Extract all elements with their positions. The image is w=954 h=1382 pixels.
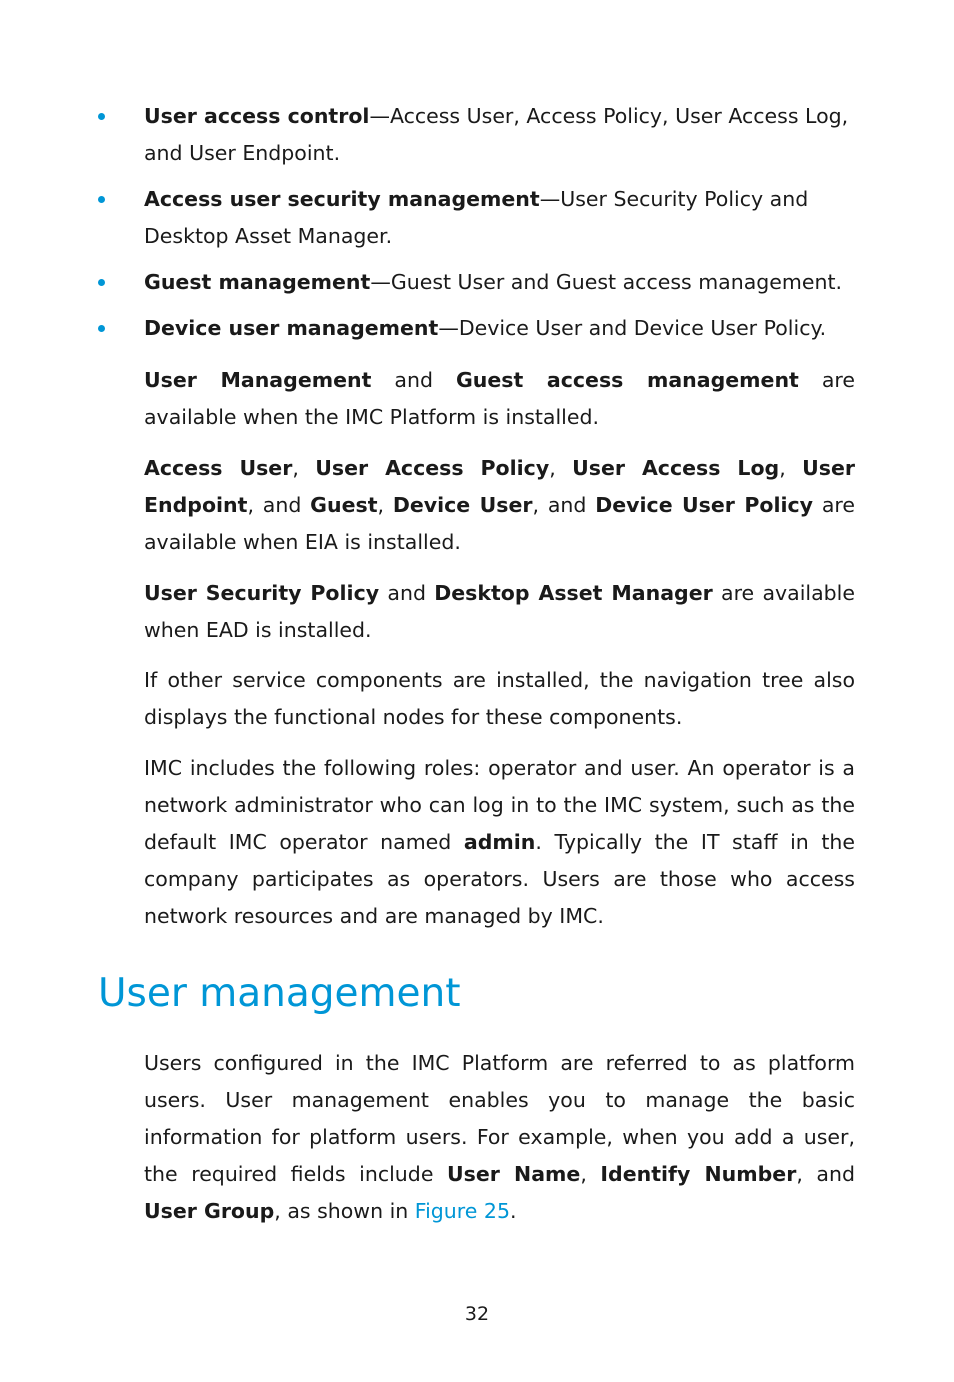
text-run: are available when EIA is installed. xyxy=(144,493,855,554)
text-run: If other service components are installed, the navigation tree also displays the functional nodes for these components. xyxy=(144,668,855,729)
bullet-dot-icon xyxy=(98,113,105,120)
text-run: , xyxy=(549,456,573,480)
term-user-access-log: User Access Log xyxy=(572,456,780,480)
text-run: , xyxy=(377,493,393,517)
term-device-user: Device User xyxy=(392,493,533,517)
term-guest-access-management: Guest access management xyxy=(455,368,799,392)
figure-25-link[interactable]: Figure 25 xyxy=(414,1199,510,1223)
bullet-item-access-user-security xyxy=(96,181,866,255)
term-identify-number: Identify Number xyxy=(600,1162,797,1186)
term-user-access-policy: User Access Policy xyxy=(315,456,550,480)
term-user-group: User Group xyxy=(144,1199,275,1223)
bullet-dot-icon xyxy=(98,325,105,332)
term-device-user-policy: Device User Policy xyxy=(595,493,814,517)
bullet-description: —Device User and Device User Policy. xyxy=(438,316,827,340)
bullet-term: Guest management xyxy=(144,270,371,294)
bullet-item-device-user-management xyxy=(96,310,866,347)
bullet-description: —User Security Policy and Desktop Asset Manager. xyxy=(144,187,809,248)
section-heading: User management xyxy=(98,971,461,1016)
bullet-dot-icon xyxy=(98,279,105,286)
roles-paragraph xyxy=(144,750,855,935)
text-run: , as shown in xyxy=(274,1199,415,1223)
text-run: , and xyxy=(796,1162,855,1186)
text-run: , xyxy=(779,456,803,480)
page-number: 32 xyxy=(464,1303,490,1325)
note-other-components xyxy=(144,662,855,736)
term-guest: Guest xyxy=(310,493,378,517)
user-management-paragraph xyxy=(144,1045,855,1230)
term-user-endpoint: User Endpoint xyxy=(144,456,855,517)
text-run: , xyxy=(580,1162,601,1186)
term-user-security-policy: User Security Policy xyxy=(144,581,380,605)
bullet-description: —Access User, Access Policy, User Access Log, and User Endpoint. xyxy=(144,104,849,165)
note-platform-installed xyxy=(144,362,855,436)
bullet-item-guest-management xyxy=(96,264,866,301)
term-access-user: Access User xyxy=(144,456,293,480)
text-run: Users configured in the IMC Platform are referred to as platform users. User management enables you to manage the basic information for platform users. For example, when you add a user, the required fields include xyxy=(144,1051,855,1186)
note-eia-installed xyxy=(144,450,855,561)
bullet-dot-icon xyxy=(98,196,105,203)
text-run: are available when the IMC Platform is installed. xyxy=(144,368,855,429)
text-run: , xyxy=(292,456,316,480)
text-run: , and xyxy=(532,493,596,517)
component-bullet-list xyxy=(96,98,866,356)
text-run: IMC includes the following roles: operator and user. An operator is a network administrator who can log in to the IMC system, such as the default IMC operator named xyxy=(144,756,855,854)
bullet-term: Access user security management xyxy=(144,187,540,211)
bullet-item-user-access-control xyxy=(96,98,866,172)
text-run: , and xyxy=(247,493,311,517)
bullet-term: Device user management xyxy=(144,316,439,340)
note-ead-installed xyxy=(144,575,855,649)
term-desktop-asset-manager: Desktop Asset Manager xyxy=(434,581,713,605)
term-user-name: User Name xyxy=(447,1162,581,1186)
bullet-description: —Guest User and Guest access management. xyxy=(370,270,843,294)
term-admin: admin xyxy=(463,830,536,854)
text-run: are available when EAD is installed. xyxy=(144,581,855,642)
term-user-management: User Management xyxy=(144,368,372,392)
text-run: . xyxy=(510,1199,517,1223)
text-run: . Typically the IT staff in the company participates as operators. Users are those who access network resources and are managed by IMC. xyxy=(144,830,855,928)
text-run: and xyxy=(379,581,435,605)
bullet-term: User access control xyxy=(144,104,370,128)
text-run: and xyxy=(371,368,456,392)
